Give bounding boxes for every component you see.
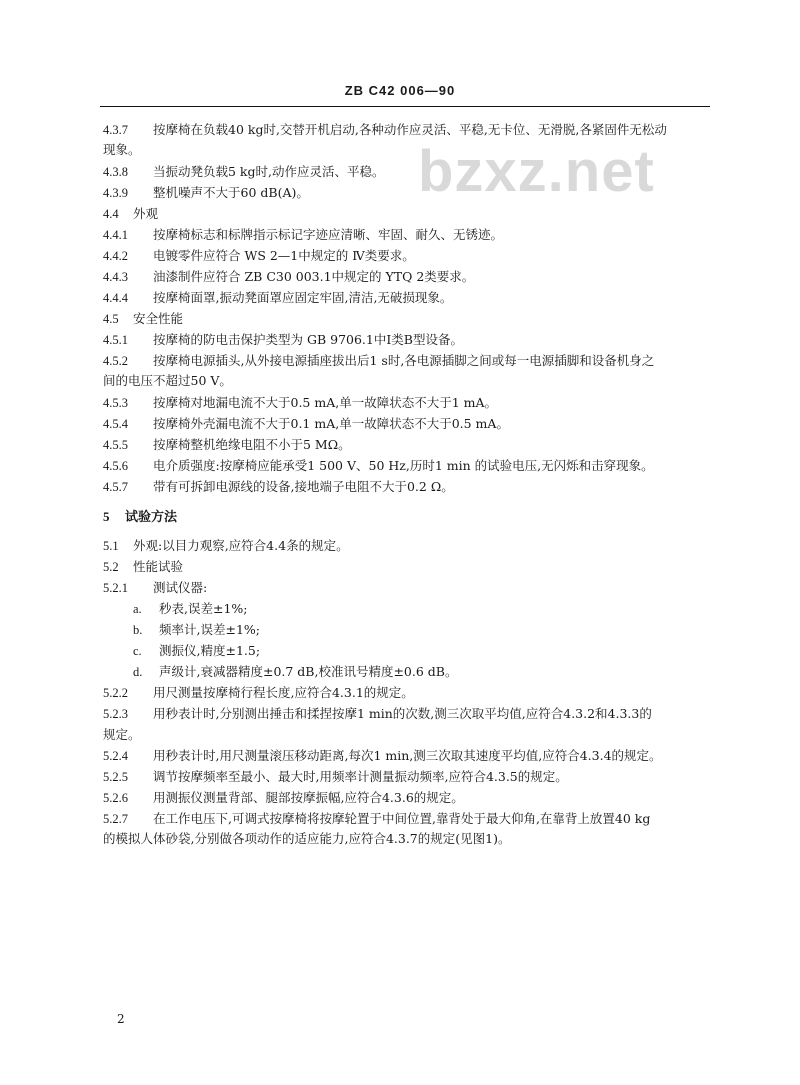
clause-line: 5.1 外观:以目力观察,应符合4.4条的规定。 — [103, 538, 349, 553]
list-item: d. 声级计,衰减器精度±0.7 dB,校准讯号精度±0.6 dB。 — [133, 664, 458, 679]
watermark: bzxz.net — [418, 139, 655, 204]
clause-line: 5.2.3 用秒表计时,分别测出捶击和揉捏按摩1 min的次数,测三次取平均值,应符合4.3.2和4.3.3的 — [103, 706, 652, 721]
clause-line: 4.4.3 油漆制件应符合 ZB C30 003.1中规定的 YTQ 2类要求。 — [103, 269, 475, 284]
section-heading: 5.2 性能试验 — [103, 559, 184, 574]
clause-line: 5.2.1 测试仪器: — [103, 580, 208, 595]
section-heading: 4.4 外观 — [103, 206, 159, 221]
clause-line: 4.5.1 按摩椅的防电击保护类型为 GB 9706.1中Ⅰ类B型设备。 — [103, 332, 463, 347]
clause-line: 4.3.7 按摩椅在负载40 kg时,交替开机启动,各种动作应灵活、平稳,无卡位、无滑脱,各紧固件无松动 — [103, 122, 667, 137]
clause-line: 5.2.5 调节按摩频率至最小、最大时,用频率计测量振动频率,应符合4.3.5的规定。 — [103, 769, 568, 784]
clause-line: 4.4.4 按摩椅面罩,振动凳面罩应固定牢固,清洁,无破损现象。 — [103, 290, 453, 305]
clause-line: 4.5.3 按摩椅对地漏电流不大于0.5 mA,单一故障状态不大于1 mA。 — [103, 395, 498, 410]
chapter-heading: 5 试验方法 — [103, 509, 178, 525]
clause-line: 5.2.7 在工作电压下,可调式按摩椅将按摩轮置于中间位置,靠背处于最大仰角,在靠背上放置40 kg — [103, 811, 651, 826]
section-heading: 4.5 安全性能 — [103, 311, 184, 326]
clause-line: 4.3.9 整机噪声不大于60 dB(A)。 — [103, 185, 309, 200]
clause-line: 4.5.6 电介质强度:按摩椅应能承受1 500 V、50 Hz,历时1 min 的试验电压,无闪烁和击穿现象。 — [103, 458, 654, 473]
clause-line: 4.5.2 按摩椅电源插头,从外接电源插座拔出后1 s时,各电源插脚之间或每一电源插脚和设备机身之 — [103, 353, 655, 368]
list-item: b. 频率计,误差±1%; — [133, 622, 260, 637]
clause-line: 4.4.1 按摩椅标志和标牌指示标记字迹应清晰、牢固、耐久、无锈迹。 — [103, 227, 504, 242]
clause-line: 规定。 — [103, 727, 141, 742]
clause-line: 间的电压不超过50 V。 — [103, 373, 232, 388]
list-item: c. 测振仪,精度±1.5; — [133, 643, 261, 658]
header-rule — [100, 106, 710, 107]
clause-line: 4.3.8 当振动凳负载5 kg时,动作应灵活、平稳。 — [103, 164, 385, 179]
clause-line: 5.2.6 用测振仪测量背部、腿部按摩振幅,应符合4.3.6的规定。 — [103, 790, 464, 805]
list-item: a. 秒表,误差±1%; — [133, 601, 248, 616]
page-number: 2 — [117, 1012, 125, 1026]
clause-line: 4.5.7 带有可拆卸电源线的设备,接地端子电阻不大于0.2 Ω。 — [103, 479, 454, 494]
clause-line: 4.4.2 电镀零件应符合 WS 2—1中规定的 Ⅳ类要求。 — [103, 248, 415, 263]
clause-line: 的模拟人体砂袋,分别做各项动作的适应能力,应符合4.3.7的规定(见图1)。 — [103, 831, 511, 846]
clause-line: 现象。 — [103, 142, 141, 157]
clause-line: 4.5.4 按摩椅外壳漏电流不大于0.1 mA,单一故障状态不大于0.5 mA。 — [103, 416, 509, 431]
clause-line: 5.2.2 用尺测量按摩椅行程长度,应符合4.3.1的规定。 — [103, 685, 414, 700]
clause-line: 4.5.5 按摩椅整机绝缘电阻不小于5 MΩ。 — [103, 437, 351, 452]
standard-code-header: ZB C42 006—90 — [344, 83, 456, 98]
clause-line: 5.2.4 用秒表计时,用尺测量滚压移动距离,每次1 min,测三次取其速度平均值,应符合4.3.4的规定。 — [103, 748, 662, 763]
